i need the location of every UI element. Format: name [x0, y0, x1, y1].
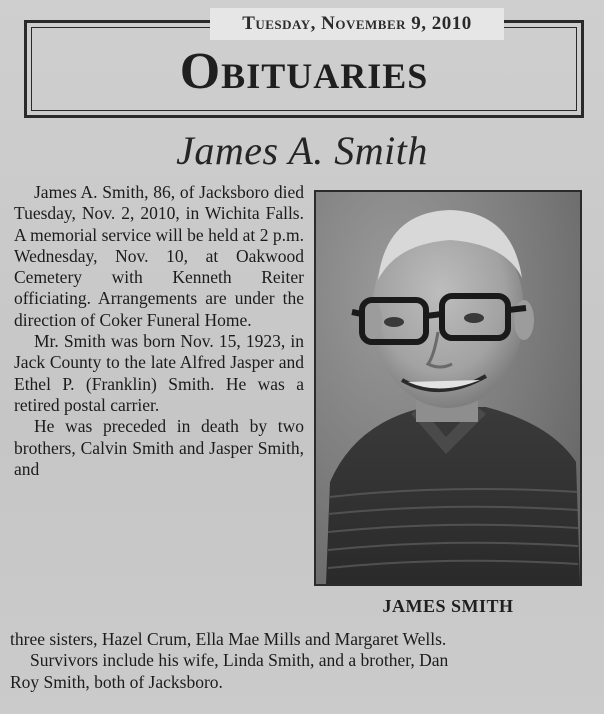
- portrait-illustration: [316, 192, 580, 584]
- photo-caption: JAMES SMITH: [382, 596, 514, 616]
- obituary-paragraph: Mr. Smith was born Nov. 15, 1923, in Jack County to the late Alfred Jasper and Ethel P. (Franklin) Smith. He was a retired postal carrier.: [14, 331, 304, 415]
- obituary-name-heading: James A. Smith: [176, 128, 428, 173]
- portrait-photo: [314, 190, 582, 586]
- obituary-text-line: Roy Smith, both of Jacksboro.: [10, 671, 223, 692]
- date-banner: [210, 8, 504, 40]
- section-title: Obituaries: [179, 43, 429, 100]
- obituary-paragraph: James A. Smith, 86, of Jacksboro died Tuesday, Nov. 2, 2010, in Wichita Falls. A memorial service will be held at 2 p.m. Wednesday, Nov. 10, at Oakwood Cemetery with Kenneth Reiter officiating. Arrangements are under the direction of Coker Funeral Home.: [14, 182, 304, 330]
- obituary-text-line: Survivors include his wife, Linda Smith, and a brother, Dan: [30, 650, 449, 671]
- issue-date: Tuesday, November 9, 2010: [242, 13, 472, 34]
- obituary-text-column: [14, 182, 304, 480]
- obituary-full-width-text: [10, 629, 594, 693]
- obituary-text-line: three sisters, Hazel Crum, Ella Mae Mills and Margaret Wells.: [10, 629, 447, 649]
- obituary-paragraph: He was preceded in death by two brothers, Calvin Smith and Jasper Smith, and: [14, 416, 304, 479]
